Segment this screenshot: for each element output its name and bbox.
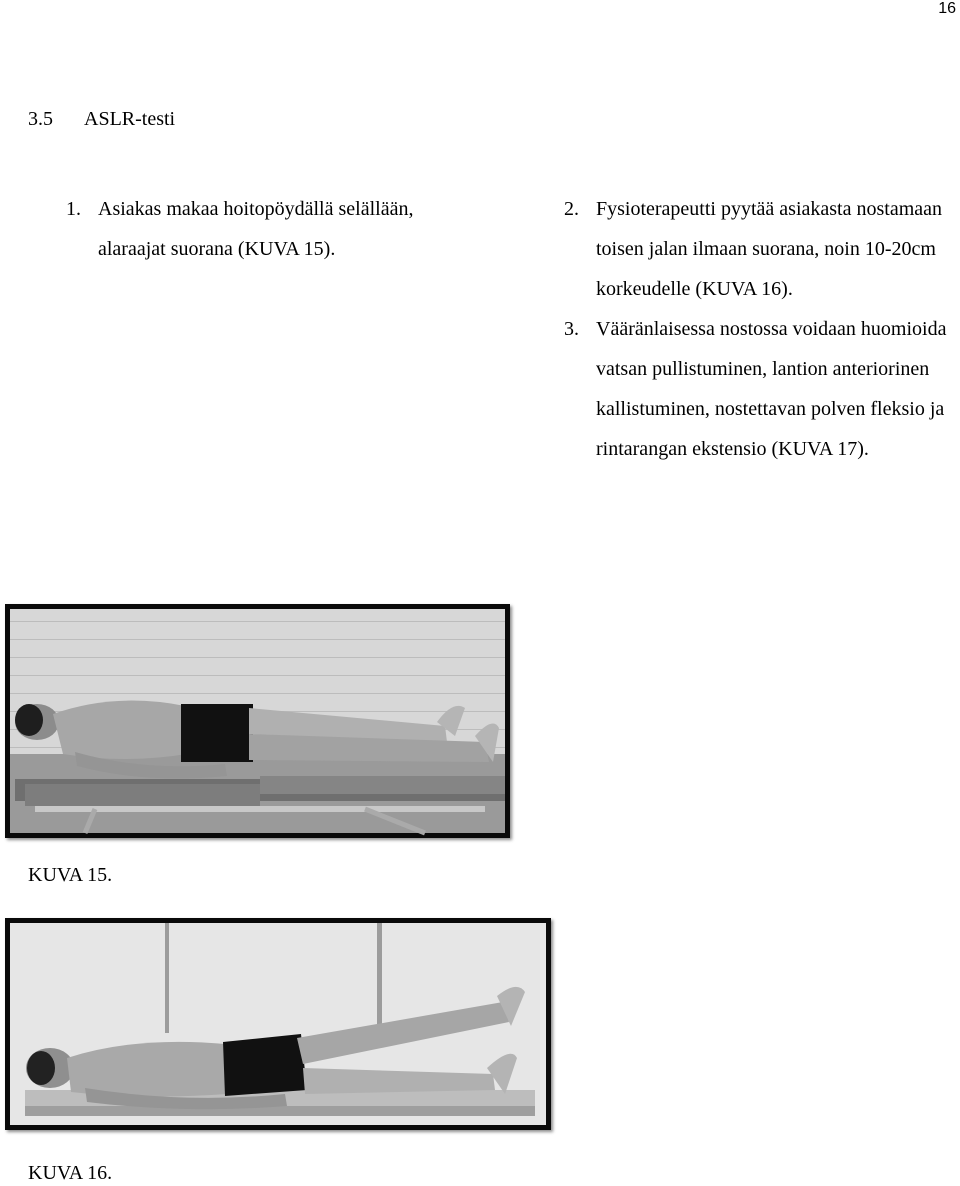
section-heading — [28, 108, 175, 131]
section-title: ASLR-testi — [84, 108, 176, 130]
list-marker: 2. — [564, 198, 579, 220]
figure-15-caption: KUVA 15. — [28, 864, 113, 886]
steps-left-column — [66, 189, 456, 269]
list-item — [564, 189, 956, 309]
list-item-text: Asiakas makaa hoitopöydällä selällään, alaraajat suorana (KUVA 15). — [98, 198, 414, 260]
figure-16-caption: KUVA 16. — [28, 1162, 113, 1184]
steps-right-column — [564, 189, 956, 469]
list-marker: 3. — [564, 318, 579, 340]
list-item — [66, 189, 456, 269]
section-number: 3.5 — [28, 108, 53, 130]
list-item — [564, 309, 956, 469]
figure-15-illustration — [5, 604, 510, 838]
page-number: 16 — [938, 0, 956, 17]
list-marker: 1. — [66, 198, 81, 220]
figure-16-illustration — [5, 918, 551, 1130]
list-item-text: Vääränlaisessa nostossa voidaan huomioida vatsan pullistuminen, lantion anteriorinen kallistuminen, nostettavan polven fleksio ja rintarangan ekstensio (KUVA 17). — [596, 318, 947, 460]
list-item-text: Fysioterapeutti pyytää asiakasta nostamaan toisen jalan ilmaan suorana, noin 10-20cm korkeudelle (KUVA 16). — [596, 198, 943, 300]
figure-15-photo — [5, 604, 510, 838]
figure-16-photo — [5, 918, 551, 1130]
